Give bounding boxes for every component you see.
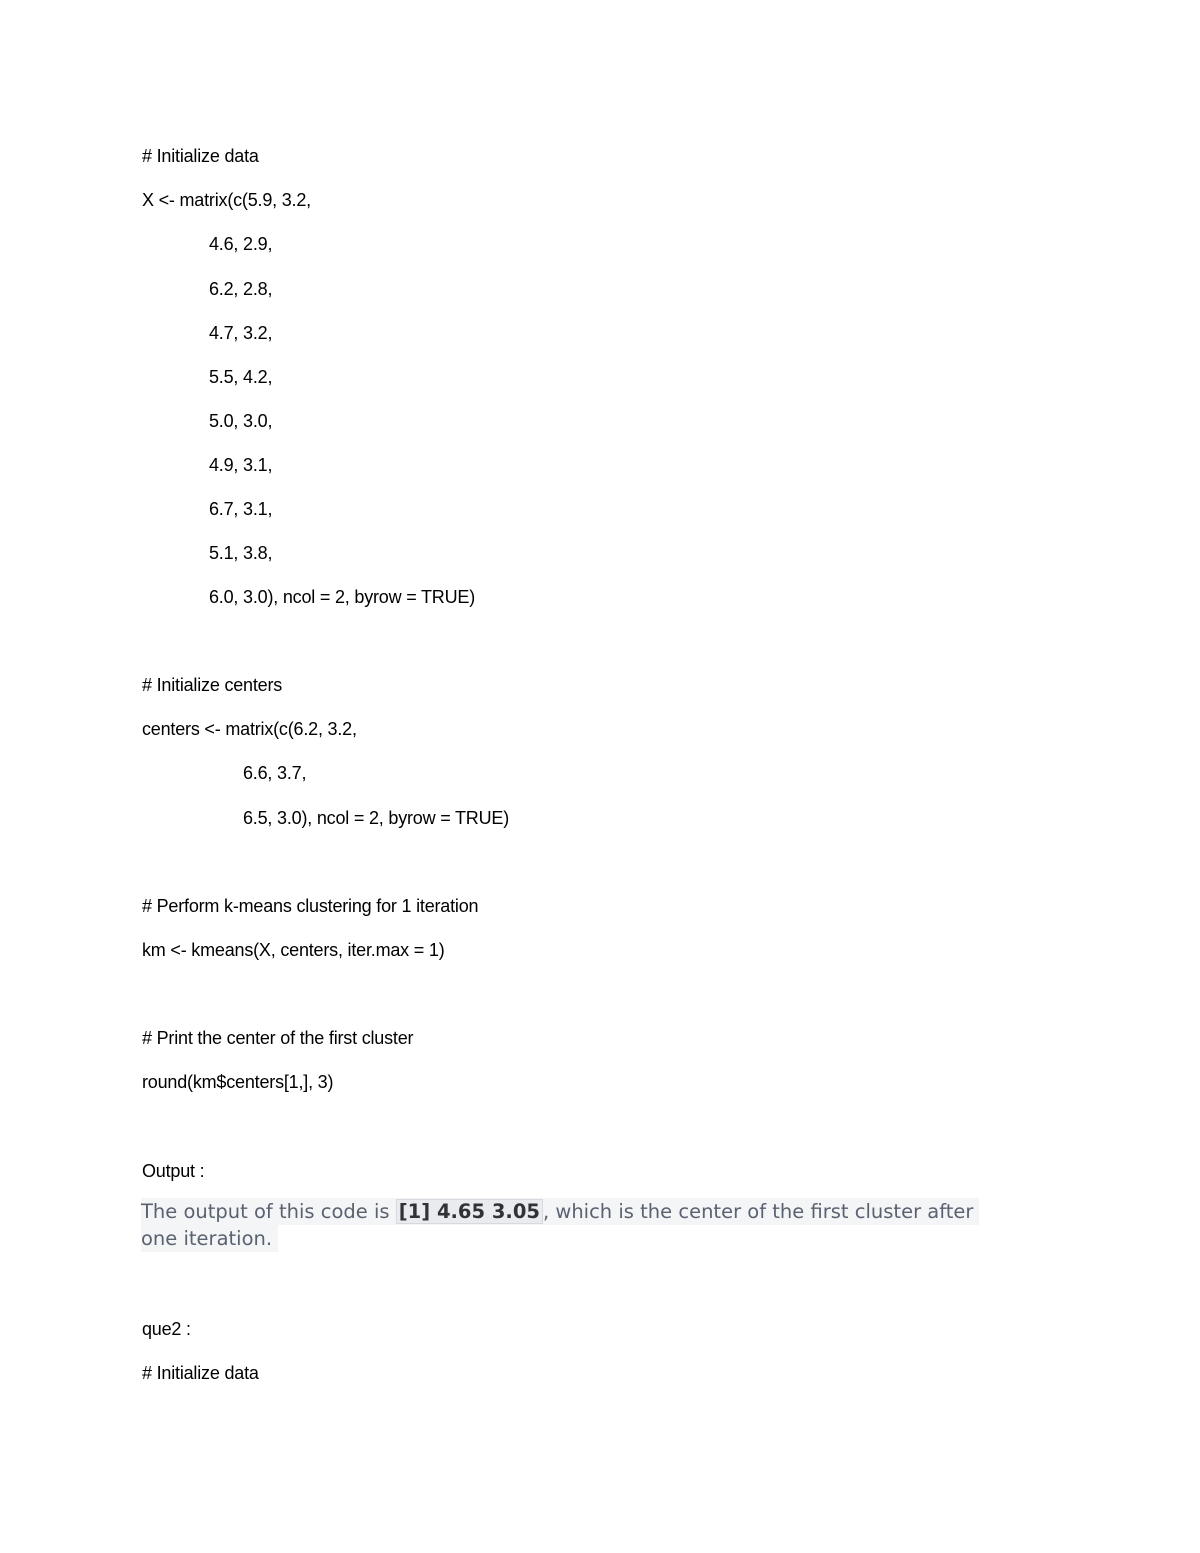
matrix-row: 6.0, 3.0), ncol = 2, byrow = TRUE)	[209, 587, 475, 607]
question-2-label: que2 :	[142, 1319, 191, 1339]
output-label: Output :	[142, 1161, 205, 1181]
output-prefix: The output of this code is	[141, 1200, 396, 1223]
output-explanation	[141, 1198, 1061, 1252]
code-line-x-matrix: X <- matrix(c(5.9, 3.2,	[142, 190, 311, 210]
code-line-kmeans: km <- kmeans(X, centers, iter.max = 1)	[142, 940, 445, 960]
output-line-1	[141, 1198, 979, 1225]
centers-row: 6.5, 3.0), ncol = 2, byrow = TRUE)	[243, 808, 509, 828]
matrix-row: 6.7, 3.1,	[209, 499, 273, 519]
matrix-row: 5.1, 3.8,	[209, 543, 273, 563]
matrix-row: 5.0, 3.0,	[209, 411, 273, 431]
output-code-value: [1] 4.65 3.05	[396, 1199, 543, 1224]
output-suffix: , which is the center of the first cluster after	[542, 1200, 974, 1223]
matrix-row: 5.5, 4.2,	[209, 367, 273, 387]
matrix-row: 6.2, 2.8,	[209, 279, 273, 299]
output-line-2: one iteration.	[141, 1225, 278, 1252]
comment-initialize-data-2: # Initialize data	[142, 1363, 259, 1383]
matrix-row: 4.9, 3.1,	[209, 455, 273, 475]
comment-initialize-data: # Initialize data	[142, 146, 259, 166]
comment-initialize-centers: # Initialize centers	[142, 675, 283, 695]
comment-print-center: # Print the center of the first cluster	[142, 1028, 414, 1048]
matrix-row: 4.7, 3.2,	[209, 323, 273, 343]
centers-row: 6.6, 3.7,	[243, 763, 307, 783]
comment-perform-kmeans: # Perform k-means clustering for 1 iteration	[142, 896, 479, 916]
matrix-row: 4.6, 2.9,	[209, 234, 273, 254]
code-line-centers-matrix: centers <- matrix(c(6.2, 3.2,	[142, 719, 357, 739]
code-line-round: round(km$centers[1,], 3)	[142, 1072, 334, 1092]
